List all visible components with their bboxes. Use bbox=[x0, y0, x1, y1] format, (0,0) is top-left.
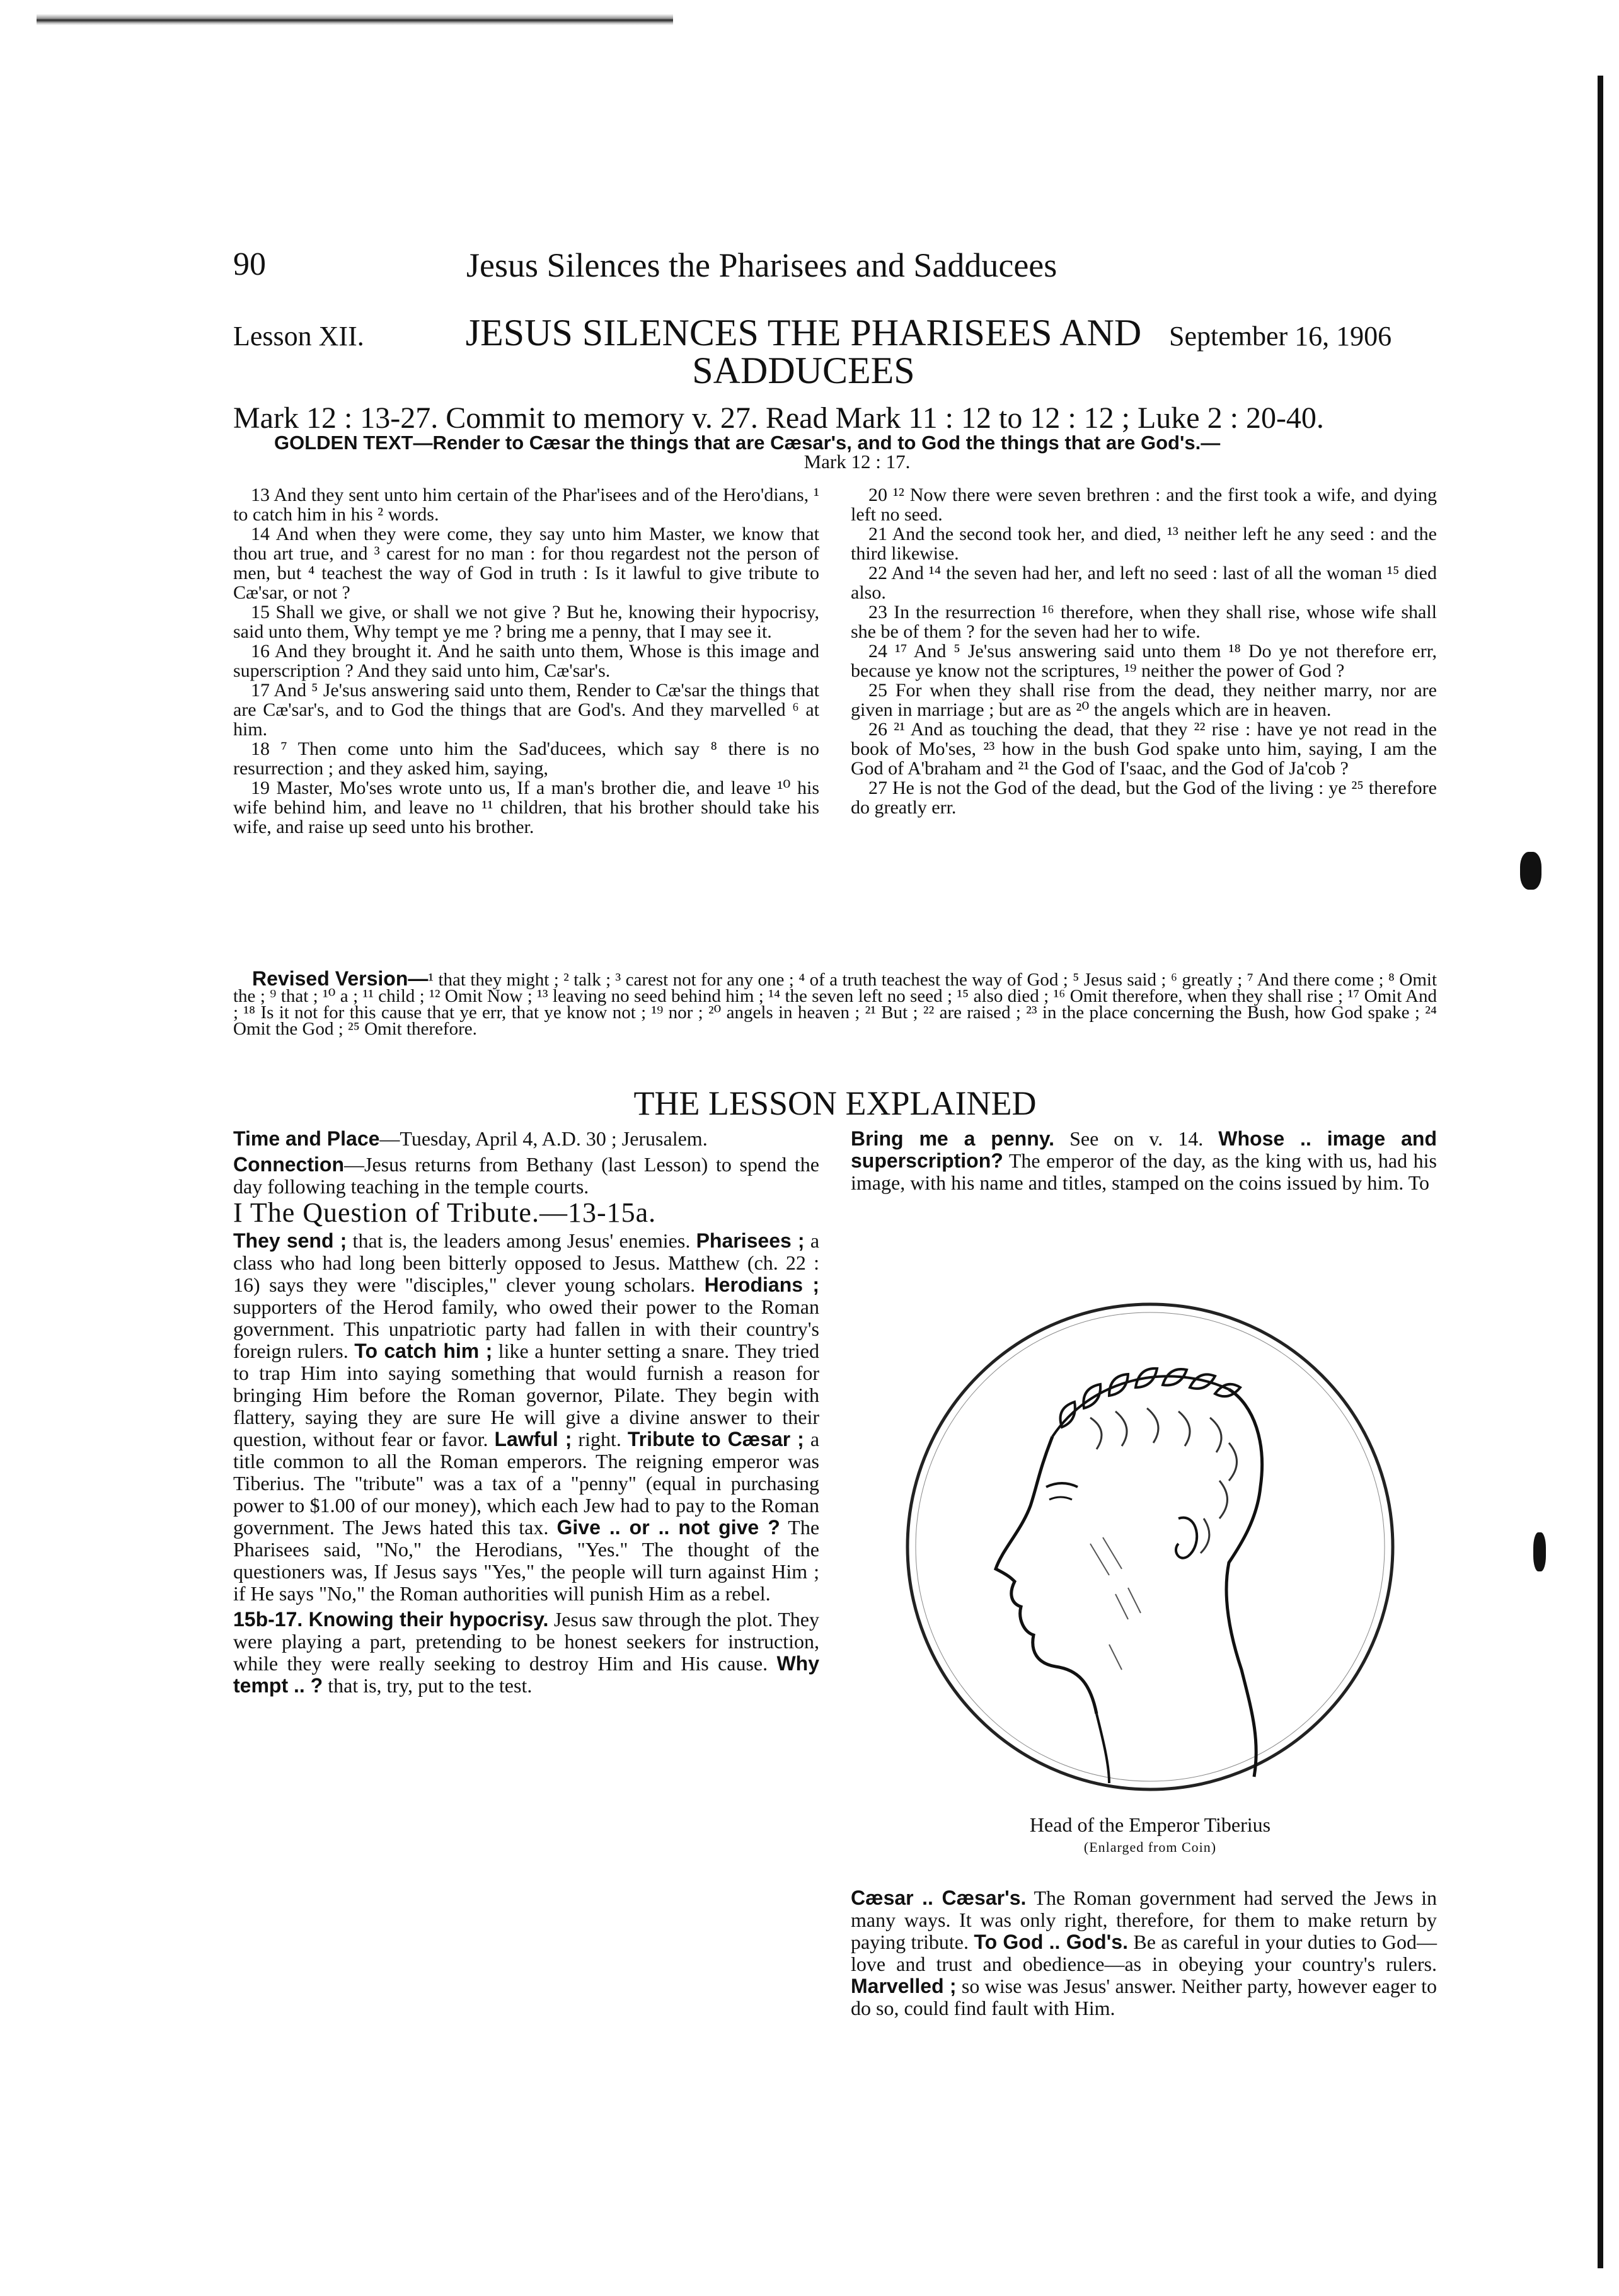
section-title: I The Question of Tribute.—13-15a. bbox=[233, 1197, 657, 1228]
scan-edge-artifact bbox=[37, 14, 673, 25]
verse: 16 And they brought it. And he saith unto them, Whose is this image and superscription ? And they said unto him, Cæ'sar's. bbox=[233, 641, 819, 681]
binding-hole-mark bbox=[1520, 852, 1541, 890]
verse: 21 And the second took her, and died, ¹³ neither left he any seed : and the third likewise. bbox=[851, 524, 1437, 564]
verse: 13 And they sent unto him certain of the Phar'isees and of the Hero'dians, ¹ to catch him in his ² words. bbox=[233, 485, 819, 525]
commentary-paragraph bbox=[233, 1609, 819, 1697]
page-number: 90 bbox=[233, 246, 266, 282]
commentary-text: —Tuesday, April 4, A.D. 30 ; Jerusalem. bbox=[379, 1127, 708, 1150]
scripture-reference-line: Mark 12 : 13-27. Commit to memory v. 27. Read Mark 11 : 12 to 12 : 12 ; Luke 2 : 20-40. bbox=[233, 401, 1324, 435]
figure-caption-title: Head of the Emperor Tiberius bbox=[1029, 1813, 1271, 1836]
commentary-text: The emperor of the day, as the king with us, had his image, with his name and titles, stamped on the coins issued by him. To bbox=[851, 1149, 1437, 1194]
verse: 17 And ⁵ Je'sus answering said unto them, Render to Cæ'sar the things that are Cæ'sar's, and to God the things that are God's. And they marvelled ⁶ at him. bbox=[233, 680, 819, 740]
commentary-text: that is, the leaders among Jesus' enemies. bbox=[347, 1229, 691, 1252]
keyword: Why tempt .. ? bbox=[233, 1652, 820, 1697]
keyword: Cæsar .. Cæsar's. bbox=[851, 1886, 1027, 1909]
keyword: Lawful ; bbox=[494, 1428, 572, 1450]
revised-version-text: ¹ that they might ; ² talk ; ³ carest not for any one ; ⁴ of a truth teachest the way of God ; ⁵ Jesus said ; ⁶ greatly ; ⁷ And there come ; ⁸ Omit the ; ⁹ that ; ¹⁰ a ; ¹¹ child ; ¹² Omit Now ; ¹³ leaving no seed behind him ; ¹⁴ the seven left no seed ; ¹⁵ also died ; ¹⁶ Omit therefore, when they shall rise ; ¹⁷ Omit And ; ¹⁸ Is it not for this cause that ye err, that ye know not ; ¹⁹ nor ; ²⁰ angels in heaven ; ²¹ But ; ²² are raised ; ²³ in the place concerning the Bush, how God spake ; ²⁴ Omit the God ; ²⁵ Omit therefore. bbox=[233, 970, 1437, 1039]
keyword: Give .. or .. not give ? bbox=[556, 1516, 780, 1539]
commentary-text: so wise was Jesus' answer. Neither party, however eager to do so, could find fault with Him. bbox=[851, 1975, 1438, 2019]
lesson-explained-heading: THE LESSON EXPLAINED bbox=[633, 1084, 1037, 1122]
verse: 15 Shall we give, or shall we not give ? But he, knowing their hypocrisy, said unto them, Why tempt ye me ? bring me a penny, that I may see it. bbox=[233, 602, 819, 642]
golden-text-reference: Mark 12 : 17. bbox=[804, 451, 911, 473]
figure-caption-note: (Enlarged from Coin) bbox=[1083, 1839, 1217, 1855]
revised-version-label: Revised Version— bbox=[252, 967, 429, 990]
golden-text-body: GOLDEN TEXT—Render to Cæsar the things that are Cæsar's, and to God the things that are God's.— bbox=[274, 432, 1221, 454]
commentary-text: that is, try, put to the test. bbox=[323, 1674, 533, 1697]
lesson-label: Lesson XII. bbox=[233, 321, 364, 352]
golden-text bbox=[274, 433, 1440, 471]
page-edge-shadow bbox=[1598, 76, 1603, 2268]
verse: 26 ²¹ And as touching the dead, that they ²² rise : have ye not read in the book of Mo'ses, ²³ how in the bush God spake unto him, saying, I am the God of A'braham and ²¹ the God of I'saac, and the God of Ja'cob ? bbox=[851, 719, 1437, 779]
verse: 18 ⁷ Then come unto him the Sad'ducees, which say ⁸ there is no resurrection ; and they asked him, saying, bbox=[233, 738, 819, 779]
verse: 19 Master, Mo'ses wrote unto us, If a man's brother die, and leave ¹⁰ his wife behind him, and leave no ¹¹ children, that his brother should take his wife, and raise up seed unto his brother. bbox=[233, 778, 819, 837]
verse: 22 And ¹⁴ the seven had her, and left no seed : last of all the woman ¹⁵ died also. bbox=[851, 563, 1437, 603]
commentary-text: right. bbox=[572, 1428, 621, 1450]
commentary-column-right-top bbox=[851, 1128, 1437, 1198]
commentary-text: a class who had long been bitterly opposed to Jesus. Matthew (ch. 22 : 16) says they were "disciples," clever young scholars. bbox=[233, 1229, 820, 1296]
keyword: Bring me a penny. bbox=[851, 1127, 1055, 1150]
keyword: Herodians ; bbox=[704, 1273, 820, 1296]
commentary-paragraph bbox=[851, 1887, 1437, 2019]
scripture-column-right bbox=[851, 485, 1437, 817]
keyword: Tribute to Cæsar ; bbox=[627, 1428, 804, 1450]
section-heading bbox=[233, 1197, 819, 1228]
verse: 27 He is not the God of the dead, but the God of the living : ye ²⁵ therefore do greatly err. bbox=[851, 778, 1437, 818]
tiberius-coin-illustration bbox=[901, 1279, 1399, 1815]
running-head bbox=[233, 246, 1462, 290]
commentary-text: supporters of the Herod family, who owed their power to the Roman government. This unpatriotic party had fallen in with their country's foreign rulers. bbox=[233, 1295, 819, 1362]
commentary-text: Be as careful in your duties to God—love and trust and obedience—as in obeying your country's rulers. bbox=[851, 1931, 1438, 1975]
keyword: Connection bbox=[233, 1153, 344, 1176]
keyword: 15b-17. Knowing their hypocrisy. bbox=[233, 1608, 549, 1631]
keyword: To catch him ; bbox=[354, 1340, 493, 1362]
scripture-column-left bbox=[233, 485, 819, 837]
figure-caption bbox=[857, 1813, 1443, 1859]
keyword: Marvelled ; bbox=[851, 1975, 957, 1997]
binding-hole-mark bbox=[1533, 1532, 1546, 1571]
verse: 23 In the resurrection ¹⁶ therefore, when they shall rise, whose wife shall she be of them ? for the seven had her to wife. bbox=[851, 602, 1437, 642]
commentary-paragraph bbox=[851, 1128, 1437, 1194]
keyword: Time and Place bbox=[233, 1127, 380, 1150]
verse: 25 For when they shall rise from the dead, they neither marry, nor are given in marriage ; but are as ²⁰ the angels which are in heaven. bbox=[851, 680, 1437, 720]
running-title: Jesus Silences the Pharisees and Sadducees bbox=[466, 246, 1057, 284]
commentary-column-right-bottom bbox=[851, 1887, 1437, 2023]
commentary-text: like a hunter setting a snare. They tried to trap Him into saying something that would furnish a reason for bringing Him before the Roman governor, Pilate. They begin with flattery, saying they are sure He will give a divine answer to their question, without fear or favor. bbox=[233, 1340, 820, 1450]
keyword: Whose .. image and superscription? bbox=[851, 1127, 1438, 1172]
commentary-text: The Roman government had served the Jews in many ways. It was only right, therefore, for them to make return by paying tribute. bbox=[851, 1886, 1438, 1953]
verse: 24 ¹⁷ And ⁵ Je'sus answering said unto them ¹⁸ Do ye not therefore err, because ye know not the scriptures, ¹⁹ neither the power of God ? bbox=[851, 641, 1437, 681]
commentary-text: The Pharisees said, "No," the Herodians, "Yes." The thought of the questioners was, If Jesus says "Yes," the people will turn against Him ; if He says "No," the Roman authorities will punish Him as a rebel. bbox=[233, 1516, 820, 1605]
keyword: Pharisees ; bbox=[696, 1229, 805, 1252]
commentary-paragraph bbox=[233, 1154, 819, 1198]
verse: 14 And when they were come, they say unto him Master, we know that thou art true, and ³ carest for no man : for thou regardest not the person of men, but ⁴ teachest the way of God in truth : Is it lawful to give tribute to Cæ'sar, or not ? bbox=[233, 524, 819, 603]
verse: 20 ¹² Now there were seven brethren : and the first took a wife, and dying left no seed. bbox=[851, 485, 1437, 525]
commentary-column-left bbox=[233, 1128, 819, 2161]
commentary-text: Jesus saw through the plot. They were playing a part, pretending to be honest seekers for instruction, while they were really seeking to destroy Him and His cause. bbox=[233, 1608, 820, 1675]
revised-version-notes bbox=[233, 967, 1437, 1039]
commentary-text: a title common to all the Roman emperors. The reigning emperor was Tiberius. The "tribute" was a tax of a "penny" (equal in purchasing power to $1.00 of our money), which each Jew had to pay to the Roman government. The Jews hated this tax. bbox=[233, 1428, 820, 1539]
lesson-title: JESUS SILENCES THE PHARISEES AND SADDUCEES bbox=[465, 312, 1142, 391]
keyword: They send ; bbox=[233, 1229, 347, 1252]
commentary-text: See on v. 14. bbox=[1054, 1127, 1204, 1150]
keyword: To God .. God's. bbox=[974, 1931, 1128, 1953]
commentary-paragraph bbox=[233, 1230, 819, 1605]
commentary-paragraph bbox=[233, 1128, 819, 1150]
commentary-text: —Jesus returns from Bethany (last Lesson) to spend the day following teaching in the temple courts. bbox=[233, 1153, 819, 1198]
lesson-date: September 16, 1906 bbox=[1169, 321, 1392, 352]
